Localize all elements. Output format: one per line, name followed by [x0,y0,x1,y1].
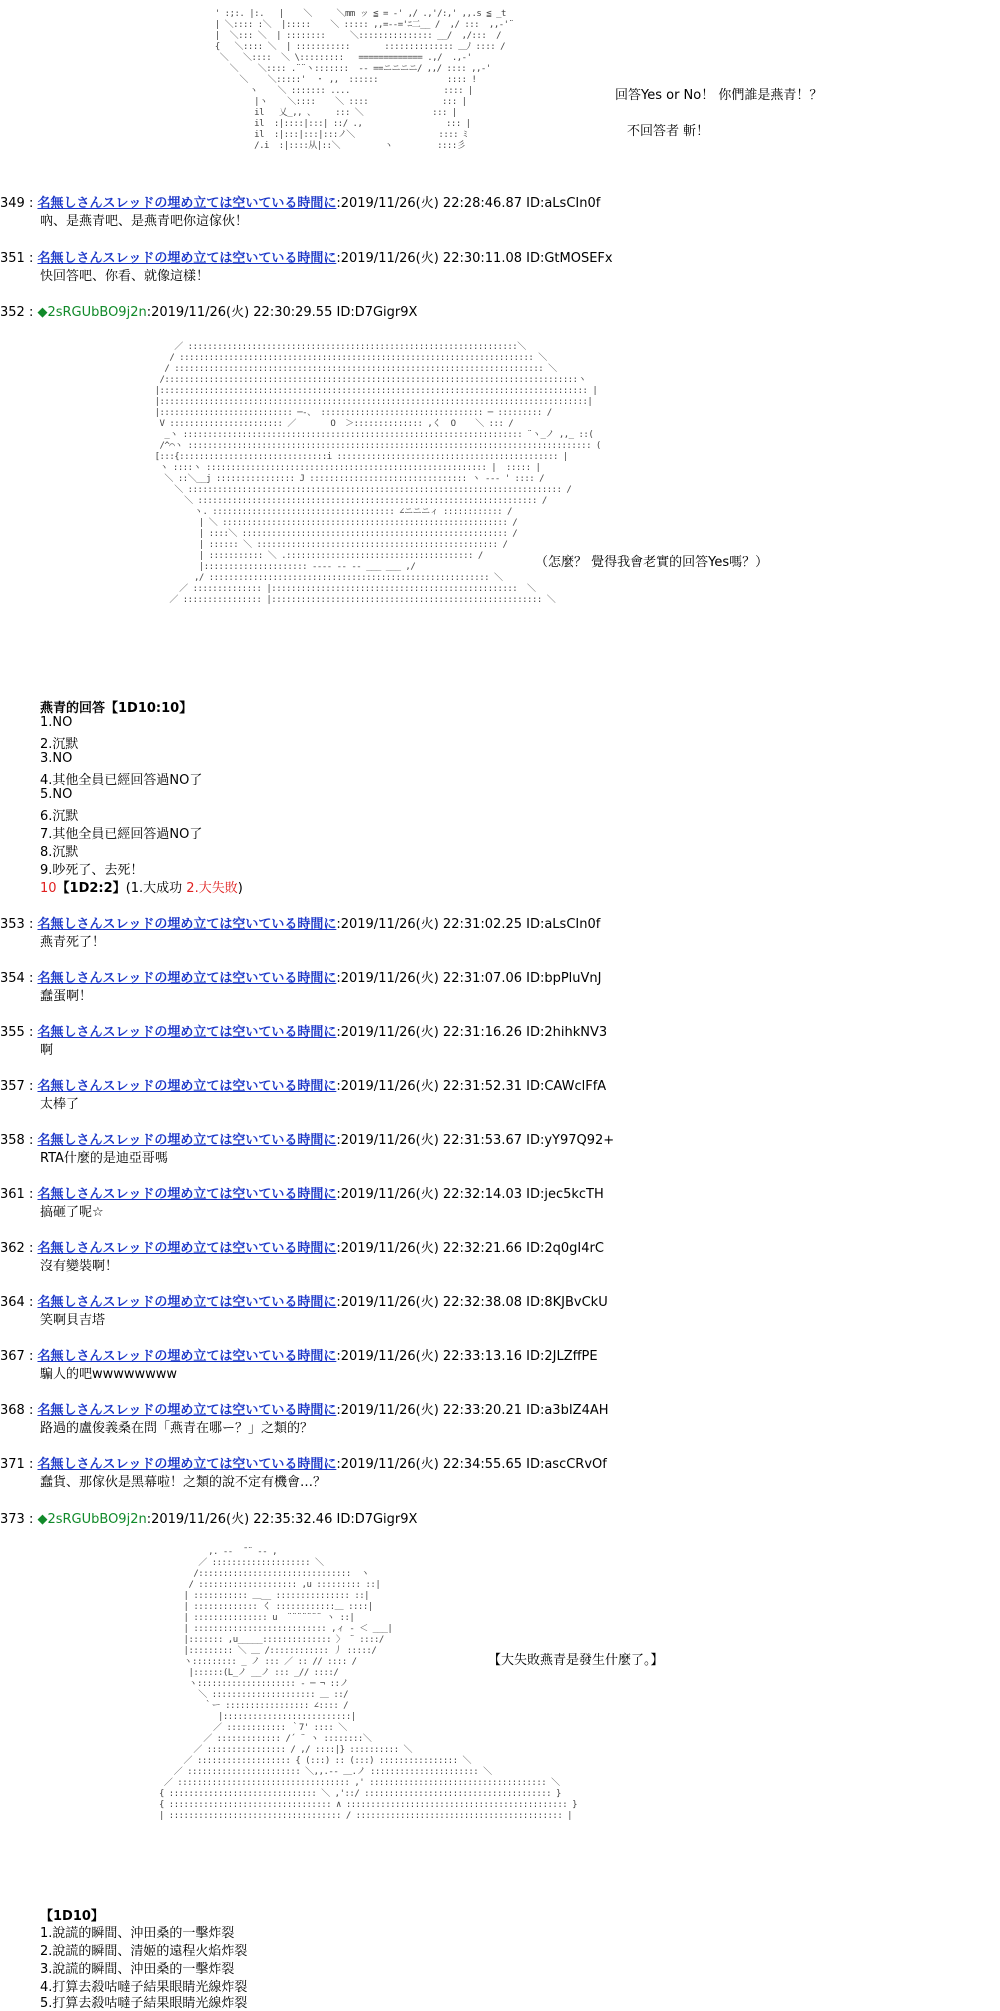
post-meta: :2019/11/26(火) 22:33:20.21 ID:a3bIZ4AH [336,1403,609,1418]
poster-name-link[interactable]: 名無しさんスレッドの埋め立ては空いている時間に [37,1079,337,1094]
poster-name-link[interactable]: 名無しさんスレッドの埋め立ては空いている時間に [37,971,337,986]
post-header-362 [0,1237,604,1256]
post-header-357 [0,1075,606,1094]
aside-question: 回答Yes or No！ 你們誰是燕青！？ [615,88,823,103]
ascii-art-top: ' :;:. |:. | ＼ ＼mm ッ ≦ = -' ,/ .,'/:,' ,,.s ≦ _t | ＼:::: :＼ |::::: ＼ ::::: ,,=--='ﾆ二__ / ,/ ::: ,,-'¨ | ＼::: ＼ | :::::::: ＼::::::::::::::: __/ ,/::: / { ＼:::: ＼ | ::::::::::: :::::::::::::: ＿ﾉ :::: / ＼ ＼:::: ＼ \::::::::: ============= .,/ .,-' ＼ ＼:::: .¨¨ヽ::::::: -- ==ニニニニ/ ,,/ :::: ,,-' ＼ ＼:::::' ・ ,, :::::: :::: ! ヽ ＼ ::::::: .... :::: | |ヽ ＼:::: ＼ :::: ::: | il 乂_,, 、 ::: ＼ ::: | il :|::::|:::| ::/ ., ::: | il :|:::|:::|:::ノ＼ :::: ﾐ /.i :|::::从|::＼ ヽ ::::彡 [214,9,514,151]
post-body-364: 笑啊貝吉塔 [40,1313,106,1328]
post-body-362: 沒有變裝啊！ [40,1259,119,1274]
ascii-art-face: ／ :::::::::::::::::::::::::::::::::::::::::::::::::::::::::::::::::::＼ / :::::::::::::::::::::::::::::::::::::::::::::::::::::::::::::::::::::::: ＼ / ::::::::::::::::::::::::::::::::::::::::::::::::::::::::::::::::::::::::::: ＼ /::::::::::::::::::::::::::::::::::::::::::::::::::::::::::::::::::::::::::::::::::::ヽ |::::::::::::::::::::::::::::::::::::::::::::::::::::::::::::::::::::::::::::::::::::::: | |:::::::::::::::::::::::::::::::::::::::::::::::::::::::::::::::::::::::::::::::::::::::| |::::::::::::::::::::::::::: ─-、 ::::::::::::::::::::::::::::::::: ─ ::::::::: / V ::::::::::::::::::::::: ／ O ＞:::::::::::::: ,く O ＼ ::: / _ヽ ::::::::::::::::::::::::::::::::::::::::::::::::::::::::::::::::::::: ¨ヽ_ノ ,,_ ::( /^⌒ヽ :::::::::::::::::::::::::::::::::::::::::::::::::::::::::::::::::::::::::::::::::: ( [:::{::::::::::::::::::::::::::::::i ::::::::::::::::::::::::::::::::::::::::::::: | ヽ ::::ヽ ::::::::::::::::::::::::::::::::::::::::::::::::::::::::: | ::::: | ＼ ::＼__j :::::::::::::::: J :::::::::::::::::::::::::::::::: ヽ --- ' :::: / ＼ :::::::::::::::::::::::::::::::::::::::::::::::::::::::::::::::::::::::::::: / ＼ ::::::::::::::::::::::::::::::::::::::::::::::::::::::::::::::::::::: / ヽ. ::::::::::::::::::::::::::::::::::::: ∠ニニニィ :::::::::::: / | ＼ :::::::::::::::::::::::::::::::::::::::::::::::::::::::::: / | ::::＼ :::::::::::::::::::::::::::::::::::::::::::::::::::::: / | :::::: ＼ ::::::::::::::::::::::::::::::::::::::::::::::::: / | ::::::::::: ＼ .:::::::::::::::::::::::::::::::::::::: / |::::::::::::::::::::: ---- -- -- ___ ___ ,/ ,/ ::::::::::::::::::::::::::::::::::::::::::::::::::::::::: ＼ ／ :::::::::::::: |:::::::::::::::::::::::::::::::::::::::::::::::::: ＼ ／ :::::::::::::::: |::::::::::::::::::::::::::::::::::::::::::::::::::::::: ＼ [154,342,601,605]
post-meta: :2019/11/26(火) 22:31:53.67 ID:yY97Q92+ [336,1133,615,1148]
roll-option: 4.其他全員已經回答過NO了 [40,773,203,788]
post-meta: :2019/11/26(火) 22:30:11.08 ID:GtMOSEFx [336,251,613,266]
roll-option: 5.NO [40,787,73,802]
post-body-353: 燕青死了！ [40,935,106,950]
post-header-367 [0,1345,598,1364]
roll-option: 3.NO [40,751,73,766]
post-number: 358 : [0,1133,34,1148]
post-body-371: 蠢貨、那傢伙是黑幕啦！之類的說不定有機會…？ [40,1475,327,1490]
post-header-355 [0,1021,607,1040]
roll-option: 2.說謊的瞬間、清姬的遠程火焰炸裂 [40,1944,248,1959]
poster-name-link[interactable]: 名無しさんスレッドの埋め立ては空いている時間に [37,1349,337,1364]
post-number: 373 : [0,1512,34,1527]
post-body-351: 快回答吧、你看、就像這樣！ [40,269,210,284]
roll-option: 8.沉默 [40,845,79,860]
roll-title: 燕青的回答【1D10:10】 [40,701,193,716]
post-meta: :2019/11/26(火) 22:31:02.25 ID:aLsCIn0f [336,917,601,932]
post-number: 353 : [0,917,34,932]
post-meta: :2019/11/26(火) 22:32:38.08 ID:8KJBvCkU [336,1295,608,1310]
roll-title: 【1D10】 [40,1909,104,1924]
post-header-373 [0,1508,417,1527]
post-meta: :2019/11/26(火) 22:33:13.16 ID:2JLZffPE [336,1349,598,1364]
post-body-367: 騙人的吧wwwwwwww [40,1367,178,1382]
poster-trip: ◆2sRGUbBO9j2n [37,305,147,320]
post-header-349 [0,192,600,211]
post-meta: :2019/11/26(火) 22:32:14.03 ID:jec5kcTH [336,1187,604,1202]
roll-option: 9.吵死了、去死！ [40,863,144,878]
post-meta: :2019/11/26(火) 22:30:29.55 ID:D7Gigr9X [146,305,418,320]
post-number: 351 : [0,251,34,266]
post-number: 355 : [0,1025,34,1040]
post-body-354: 蠢蛋啊！ [40,989,93,1004]
poster-name-link[interactable]: 名無しさんスレッドの埋め立ては空いている時間に [37,1457,337,1472]
poster-trip: ◆2sRGUbBO9j2n [37,1512,147,1527]
roll-option: 6.沉默 [40,809,79,824]
post-number: 371 : [0,1457,34,1472]
post-header-368 [0,1399,609,1418]
post-number: 361 : [0,1187,34,1202]
post-number: 352 : [0,305,34,320]
post-body-361: 搞砸了呢☆ [40,1205,104,1220]
result-fail: 2.大失敗 [186,881,238,896]
post-meta: :2019/11/26(火) 22:31:52.31 ID:CAWclFfA [336,1079,607,1094]
aside-yanqing-reply: （怎麼？ 覺得我會老實的回答Yes嗎？） [535,555,769,570]
post-header-364 [0,1291,608,1310]
post-header-371 [0,1453,607,1472]
post-meta: :2019/11/26(火) 22:35:32.46 ID:D7Gigr9X [146,1512,418,1527]
poster-name-link[interactable]: 名無しさんスレッドの埋め立ては空いている時間に [37,1241,337,1256]
post-body-349: 吶、是燕青吧、是燕青吧你這傢伙！ [40,214,249,229]
post-body-368: 路過的盧俊義桑在問「燕青在哪ー？」之類的？ [40,1421,314,1436]
poster-name-link[interactable]: 名無しさんスレッドの埋め立ては空いている時間に [37,251,337,266]
roll-option: 5.打算去殺咕噠子結果眼睛光線炸裂 [40,1996,248,2011]
post-body-357: 太棒了 [40,1097,80,1112]
poster-name-link[interactable]: 名無しさんスレッドの埋め立ては空いている時間に [37,917,337,932]
poster-name-link[interactable]: 名無しさんスレッドの埋め立ては空いている時間に [37,196,337,211]
result-roll: 【1D2:2】 [56,881,126,896]
ascii-art-figure: ,. -‐ ̄ ¨ ‐- , ／ :::::::::::::::::::: ＼ /::::::::::::::::::::::::::::::: ヽ / :::::::::::::::::::: ,u ::::::::: ::| | ::::::::::: ＿__ ::::::::::::::: ::| | ::::::::::::: く ::::::::::::＿ ::::| | ::::::::::::::: u ¨¨¨¨¨¨¨ ヽ ::| | ::::::::::::::::::::::::::: ,ィ ‐ ＜ ___| |::::::: ,u_____:::::::::::::: 〉 ¨ ::::/ |::::::::: ＼ ＿ /:::::::::::: 丿 :::::/ ヽ::::::::: _ ノ ::: ／ :: // :::: / |::::::(L_ノ __ノ ::: _// ::::/ ヽ:::::::::::::::::::: ‐ ─ ¬ ::ノ ＼ ::::::::::::::::::::: ＿ ::/ ｀ー ::::::::::::::::: ∠:::: / |::::::::::::::::::::::::::| ／ :::::::::::: ｀7' :::: ＼ ／ ::::::::::::: /´ ¨ ヽ ::::::::＼ ／ :::::::::::::::: / ,/ ::::|} :::::::::: ＼ ／ ::::::::::::::::::: { (:::) :: (:::) :::::::::::::::: ＼ ／ ::::::::::::::::::::::: ＼,,.-‐ ＿.ノ :::::::::::::::::::::: ＼ ／ ::::::::::::::::::::::::::::::::::: ,' :::::::::::::::::::::::::::::::::::: ＼ { :::::::::::::::::::::::::::::: ＼ ,'::/ :::::::::::::::::::::::::::::::::::::: } { ::::::::::::::::::::::::::::::::: ∧ ::::::::::::::::::::::::::::::::::::::::::::: } | ::::::::::::::::::::::::::::::::::: / :::::::::::::::::::::::::::::::::::::::::: | [158,1547,578,1821]
post-header-361 [0,1183,604,1202]
post-header-351 [0,247,613,266]
result-options: (1.大成功 [125,881,187,896]
result-close: ) [237,881,243,896]
roll-option: 3.說謊的瞬間、沖田桑的一擊炸裂 [40,1962,235,1977]
roll-option: 4.打算去殺咕噠子結果眼睛光線炸裂 [40,1980,248,1995]
post-meta: :2019/11/26(火) 22:31:16.26 ID:2hihkNV3 [336,1025,608,1040]
post-body-355: 啊 [40,1043,54,1058]
poster-name-link[interactable]: 名無しさんスレッドの埋め立ては空いている時間に [37,1133,337,1148]
roll-option: 7.其他全員已經回答過NO了 [40,827,203,842]
post-number: 354 : [0,971,34,986]
post-header-352 [0,301,417,320]
post-header-353 [0,913,600,932]
poster-name-link[interactable]: 名無しさんスレッドの埋め立ては空いている時間に [37,1025,337,1040]
aside-threat: 不回答者 斬！ [627,124,710,139]
post-number: 362 : [0,1241,34,1256]
roll-option: 2.沉默 [40,737,79,752]
roll-option: 1.說謊的瞬間、沖田桑的一擊炸裂 [40,1926,235,1941]
roll-option: 1.NO [40,715,73,730]
post-number: 357 : [0,1079,34,1094]
post-number: 349 : [0,196,34,211]
post-number: 367 : [0,1349,34,1364]
post-meta: :2019/11/26(火) 22:34:55.65 ID:ascCRvOf [336,1457,607,1472]
result-number: 10 [40,881,57,896]
roll-result [40,877,243,896]
poster-name-link[interactable]: 名無しさんスレッドの埋め立ては空いている時間に [37,1403,337,1418]
post-meta: :2019/11/26(火) 22:32:21.66 ID:2q0gI4rC [336,1241,604,1256]
post-body-358: RTA什麼的是迪亞哥嗎 [40,1151,168,1166]
aside-what-happened: 【大失敗燕青是發生什麼了。】 [488,1653,664,1668]
post-header-354 [0,967,602,986]
post-number: 368 : [0,1403,34,1418]
post-meta: :2019/11/26(火) 22:28:46.87 ID:aLsCIn0f [336,196,601,211]
post-number: 364 : [0,1295,34,1310]
poster-name-link[interactable]: 名無しさんスレッドの埋め立ては空いている時間に [37,1295,337,1310]
poster-name-link[interactable]: 名無しさんスレッドの埋め立ては空いている時間に [37,1187,337,1202]
post-meta: :2019/11/26(火) 22:31:07.06 ID:bpPluVnJ [336,971,602,986]
post-header-358 [0,1129,614,1148]
